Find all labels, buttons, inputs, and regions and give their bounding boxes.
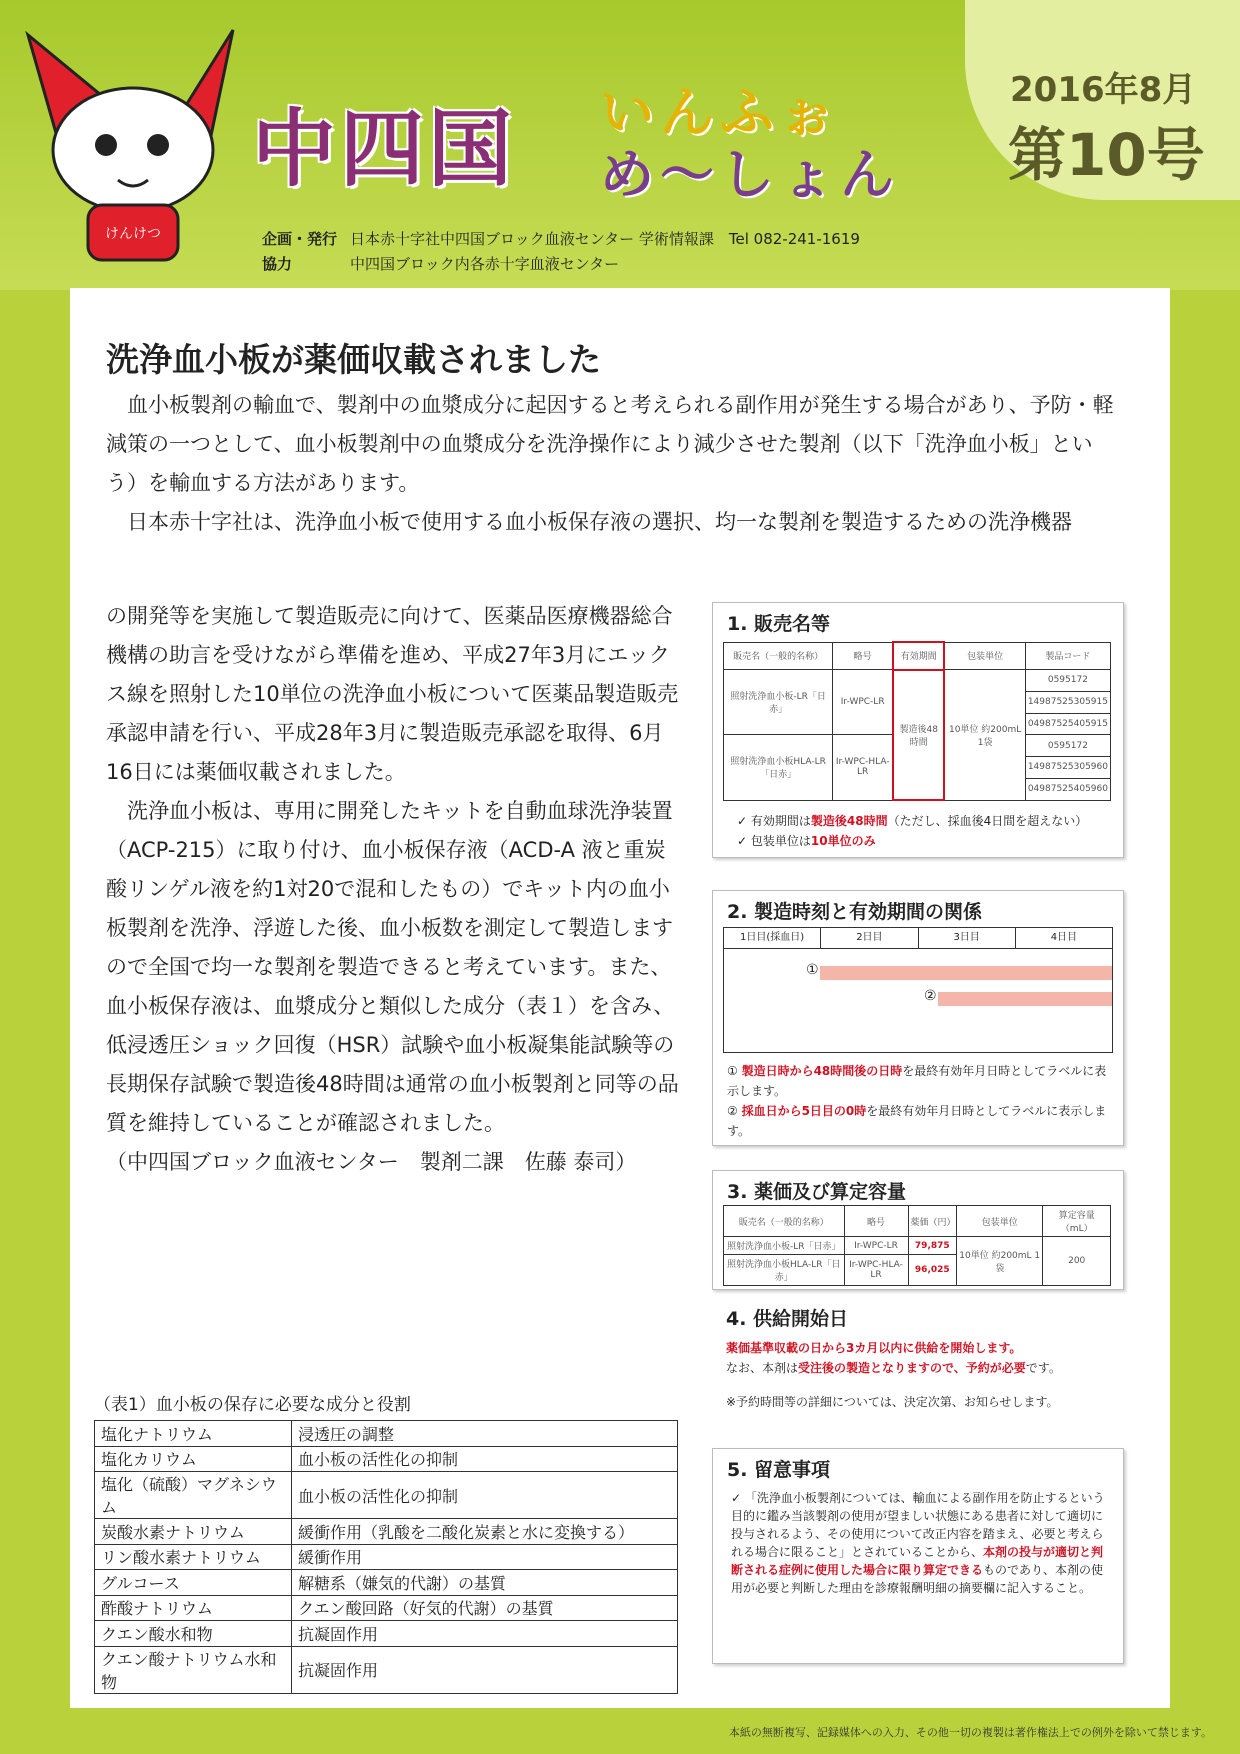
table-row: クエン酸ナトリウム水和物 抗凝固作用 [95,1646,678,1693]
sales-name-table: 販売名（一般的名称） 略号 有効期間 包装単位 製品コード 照射洗浄血小板-LR「日赤」 Ir-WPC-LR 製造後48時間 10単位 約200mL 1袋 0595172 14987525305915 04987525405915 照射洗浄血小板HLA-LR「日赤」 Ir-WPC-HLA-LR 0595172 14987525305960 04987525405960 [723,641,1111,801]
table1-caption: （表1）血小板の保存に必要な成分と役割 [94,1395,411,1415]
table-row: 塩化（硫酸）マグネシウム 血小板の活性化の抑制 [95,1472,678,1519]
box-notes: 5. 留意事項 ✓ 「洗浄血小板製剤については、輸血による副作用を防止するという目的に鑑み当該製剤の使用が望ましい状態にある患者に対して適切に投与されるよう、その使用について改正内容を踏まえ、必要と考えられる場合に限ること」とされていることから、本剤の投与が適切と判断される症例に使用した場合に限り算定できるものであり、本剤の使用が必要と判断した理由を診療報酬明細の摘要欄に記入すること。 [712,1448,1124,1664]
table-row: クエン酸水和物 抗凝固作用 [95,1621,678,1647]
publisher: 日本赤十字社中四国ブロック血液センター 学術情報課 Tel 082-241-1619 [350,230,860,248]
mascot-label: けんけつ [105,226,161,242]
cooperation: 中四国ブロック内各赤十字血液センター [350,255,620,273]
publisher-key: 企画・発行 [262,230,338,248]
table-row: リン酸水素ナトリウム 緩衝作用 [95,1544,678,1570]
publisher-info [262,227,860,277]
copyright-notice: 本紙の無断複写、記録媒体への入力、その他一切の複製は著作権法上での例外を除いて禁じます。 [728,1726,1212,1739]
box-sales-name: 1. 販売名等 販売名（一般的名称） 略号 有効期間 包装単位 製品コード 照射洗浄血小板-LR「日赤」 Ir-WPC-LR 製造後48時間 10単位 約200mL 1袋 0595172 14987525305915 04987525405915 照射洗浄血小板HLA-LR「日赤」 Ir-WPC-HLA-LR 0595172 14987525305960 04987525405960 ✓ 有効期間は製造後48時間（ただし、採血後4日間を超えない） ✓ 包装単位は10単位のみ [712,602,1124,858]
box-supply-start: 4. 供給開始日 薬価基準収載の日から3カ月以内に供給を開始します。 なお、本剤は受注後の製造となりますので、予約が必要です。 ※予約時間等の詳細については、決定次第、お知らせします。 [712,1298,1122,1422]
newsletter-subtitle-1: いんふぉ [600,81,840,144]
drug-price-table: 販売名（一般的名称） 略号 薬価（円） 包装単位 算定容量（mL） 照射洗浄血小板-LR「日赤」 Ir-WPC-LR 79,875 10単位 約200mL 1袋 200 照射洗浄血小板HLA-LR「日赤」 Ir-WPC-HLA-LR 96,025 [723,1205,1111,1286]
article-paragraph-1: 血小板製剤の輸血で、製剤中の血漿成分に起因すると考えられる副作用が発生する場合があり、予防・軽減策の一つとして、血小板製剤中の血漿成分を洗浄操作により減少させた製剤（以下「洗浄血小板」という）を輸血する方法があります。 日本赤十字社は、洗浄血小板で使用する血小板保存液の選択、均一な製剤を製造するための洗浄機器 [106,393,1114,534]
newsletter-subtitle-2: め〜しょん [600,143,900,206]
article-paragraph-2: の開発等を実施して製造販売に向けて、医薬品医療機器総合機構の助言を受けながら準備を進め、平成27年3月にエックス線を照射した10単位の洗浄血小板について医薬品製造販売承認申請を行い、平成28年3月に製造販売承認を取得、6月16日には薬価収載されました。 洗浄血小板は、専用に開発したキットを自動血球洗浄装置（ACP-215）に取り付け、血小板保存液（ACD-A 液と重炭酸リンゲル液を約1対20で混和したもの）でキット内の血小板製剤を洗浄、浮遊した後、血小板数を測定して製造しますので全国で均一な製剤を製造できると考えています。また、血小板保存液は、血漿成分と類似した成分（表１）を含み、低浸透圧ショック回復（HSR）試験や血小板凝集能試験等の長期保存試験で製造後48時間は通常の血小板製剤と同等の品質を維持していることが確認されました。 （中四国ブロック血液センター 製剤二課 佐藤 泰司） [106,604,679,1174]
box-drug-price: 3. 薬価及び算定容量 販売名（一般的名称） 略号 薬価（円） 包装単位 算定容量（mL） 照射洗浄血小板-LR「日赤」 Ir-WPC-LR 79,875 10単位 約200mL 1袋 200 照射洗浄血小板HLA-LR「日赤」 Ir-WPC-HLA-LR 96,025 [712,1170,1124,1290]
article-headline: 洗浄血小板が薬価収載されました [106,340,601,379]
table-row: 酢酸ナトリウム クエン酸回路（好気的代謝）の基質 [95,1595,678,1621]
box-time-relation: 2. 製造時刻と有効期間の関係 1日目(採血日) 2日目 3日目 4日目 ① ② ① 製造日時から48時間後の日時を最終有効年月日時としてラベルに表示します。 ② 採血日から5日目の0時を最終有効年月日時としてラベルに表示します。 [712,890,1124,1146]
cooperation-key: 協力 [262,255,293,273]
newsletter-title: 中四国 [252,100,517,198]
issue-date: 2016年8月 [1010,70,1197,110]
table-row: 塩化カリウム 血小板の活性化の抑制 [95,1446,678,1472]
issue-number: 第10号 [1008,121,1205,189]
timeline-chart: 1日目(採血日) 2日目 3日目 4日目 ① ② [723,927,1113,1053]
table-row: 炭酸水素ナトリウム 緩衝作用（乳酸を二酸化炭素と水に変換する） [95,1519,678,1545]
table-row: グルコース 解糖系（嫌気的代謝）の基質 [95,1570,678,1596]
mascot-illustration [18,20,248,275]
header [0,0,1240,290]
table-row: 塩化ナトリウム 浸透圧の調整 [95,1421,678,1447]
components-table [94,1420,678,1694]
